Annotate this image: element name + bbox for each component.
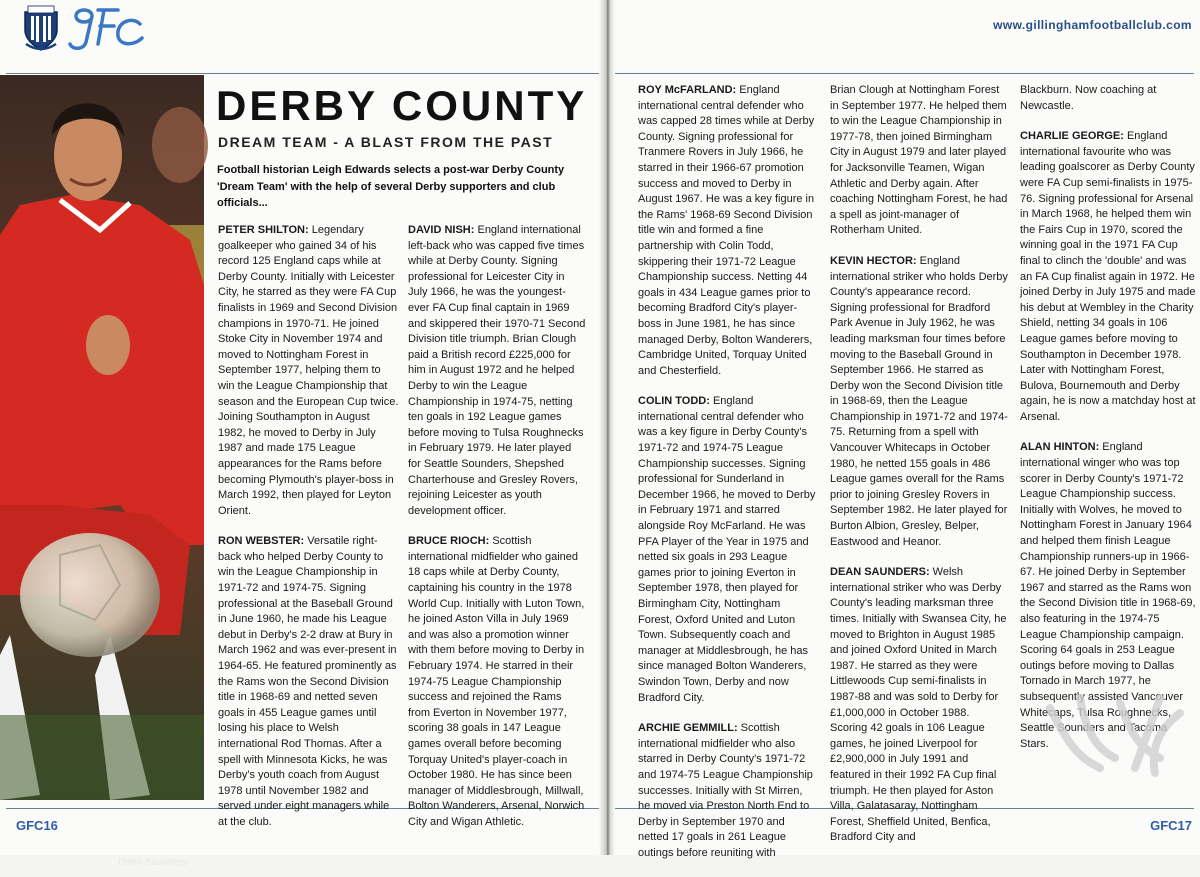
player-bio-text: England international favourite who was leading goalscorer as Derby County were FA Cup semi-finalists in 1975-76. Signing professional for Arsenal in March 1968, he helped them win the Fairs Cup in 1970, scored the winning goal in the 1971 FA Cup final to clinch the 'double' and was an FA Cup finalist again in 1972. He joined Derby in July 1975 and made his debut at Wembley in the Charity Shield, netting 34 goals in 106 League games before moving to Southampton in December 1978. Later with Nottingham Forest, Bulova, Bournemouth and Derby again, he is now a matchday host at Arsenal. xyxy=(1020,130,1196,423)
page-spine xyxy=(599,0,615,855)
player-name: CHARLIE GEORGE: xyxy=(1020,130,1124,143)
article-column-4 xyxy=(830,83,1008,861)
article-subtitle: DREAM TEAM - A BLAST FROM THE PAST xyxy=(218,134,554,150)
page-number-left: GFC16 xyxy=(16,818,58,833)
player-name: ARCHIE GEMMILL: xyxy=(638,722,738,735)
player-name: RON WEBSTER: xyxy=(218,535,305,548)
gfc-logo-icon xyxy=(68,6,144,52)
player-name: DEAN SAUNDERS: xyxy=(830,566,930,579)
player-profile-paragraph xyxy=(830,254,1008,550)
player-name: KEVIN HECTOR: xyxy=(830,254,917,267)
player-profile-paragraph xyxy=(830,565,1008,846)
player-name: PETER SHILTON: xyxy=(218,224,309,236)
header-rule-left xyxy=(6,73,599,74)
player-bio-text: England international central defender who was capped 28 times while at Derby County. Signing professional for Tranmere Rovers in July 1966, he starred in their 1966-67 promotion success and moved to Derby in August 1967. He was a key figure in the Rams' 1968-69 Second Division title win and formed a fine partnership with Colin Todd, skippering their 1971-72 League Championship success. Netting 44 goals in 434 League games prior to becoming Bradford City's player-boss in June 1981, he has since managed Derby, Bolton Wanderers, Cambridge United, Torquay United and Chesterfield. xyxy=(638,84,815,377)
player-photo-image xyxy=(0,75,204,800)
gfc-watermark-icon xyxy=(1040,688,1190,778)
player-profile-paragraph xyxy=(218,534,400,830)
player-profile-paragraph xyxy=(218,223,400,519)
player-bio-text: England international left-back who was capped five times while at Derby County. Signing professional for Leicester City in July 1966, he was the youngest-ever FA Cup final captain in 1969 and skippered their 1970-71 Second Division title triumph. Brian Clough paid a British record £225,000 for him in August 1972 and he helped Derby to win the League Championship in 1974-75, netting ten goals in 192 League games before moving to Tulsa Roughnecks in February 1979. He later played for Seattle Sounders, Shepshed Charterhouse and Gresley Rovers, rejoining Leicester as youth development officer. xyxy=(408,224,586,517)
player-bio-text: Scottish international midfielder who also starred in Derby County's 1971-72 and 1974-75 League Championship successes. Initially with St Mirren, he moved via Preston North End to Derby in September 1970 and netted 17 goals in 261 League outings before reuniting with xyxy=(638,722,813,859)
player-bio-text: England international winger who was top scorer in Derby County's 1971-72 League Championship success. Initially with Wolves, he moved to Nottingham Forest in January 1964 and helped them finish League Championship runners-up in 1966-67. He joined Derby in September 1967 and starred as the Rams won the Second Division title in 1968-69, also featuring in the 1974-75 League Championship campaign. Scoring 64 goals in 253 League outings before moving to Dallas Tornado in March 1977, he subsequently assisted Vancouver Whitecaps, Tulsa Roughnecks, Seattle Sounders and Tacoma Stars. xyxy=(1020,441,1196,750)
article-intro: Football historian Leigh Edwards selects a post-war Derby County 'Dream Team' with the help of several Derby supporters and club officials... xyxy=(217,164,565,209)
article-column-1 xyxy=(218,223,400,846)
website-url: www.gillinghamfootballclub.com xyxy=(993,18,1192,32)
article-column-3 xyxy=(638,83,816,877)
player-profile-paragraph xyxy=(408,534,586,830)
header-rule-right xyxy=(615,73,1194,74)
article-column-5 xyxy=(1020,83,1198,767)
player-name: ROY McFARLAND: xyxy=(638,84,737,96)
player-profile-paragraph xyxy=(1020,83,1198,114)
player-name: ALAN HINTON: xyxy=(1020,441,1100,454)
player-profile-paragraph xyxy=(830,83,1008,239)
club-crest-icon xyxy=(22,4,60,52)
player-profile-paragraph xyxy=(638,83,816,379)
player-bio-text: Scottish international midfielder who gained 18 caps while at Derby County, captaining his country in the 1978 World Cup. Initially with Luton Town, he joined Aston Villa in July 1969 and was also a promotion winner with them before moving to Derby in February 1974. He starred in their 1974-75 League Championship success and rejoined the Rams from Everton in November 1977, scoring 38 goals in 147 League games overall before becoming Torquay United's player-coach in October 1980. He has since been manager of Middlesbrough, Millwall, Bolton Wanderers, Arsenal, Norwich City and Wigan Athletic. xyxy=(408,535,585,828)
player-name: COLIN TODD: xyxy=(638,395,710,408)
player-profile-paragraph xyxy=(1020,129,1198,425)
player-profile-paragraph xyxy=(638,394,816,706)
player-profile-paragraph xyxy=(408,223,586,519)
article-column-2 xyxy=(408,223,586,846)
player-bio-text: Versatile right-back who helped Derby County to win the League Championship in 1971-72 and 1974-75. Signing professional at the Baseball Ground in June 1960, he made his League debut in Derby's 2-2 draw at Bury in March 1962 and was ever-present in 1964-65. He featured prominently as the Rams won the Second Division title in 1968-69 and netted seven goals in 455 League games until losing his place to Welsh international Rod Thomas. After a spell with Minnesota Kicks, he was Derby's youth coach from August 1978 until November 1982 and served under eight managers while at the club. xyxy=(218,535,397,828)
player-name: DAVID NISH: xyxy=(408,224,475,236)
player-bio-text: Brian Clough at Nottingham Forest in September 1977. He helped them to win the League Championship in 1977-78, then joined Birmingham City in August 1979 and later played for Jacksonville Teamen, Wigan Athletic and Derby again. After coaching Nottingham Forest, he had a spell as joint-manager of Rotherham United. xyxy=(830,84,1008,237)
player-name: BRUCE RIOCH: xyxy=(408,535,490,548)
photo-caption: Dean Saunders xyxy=(118,857,188,868)
player-bio-text: Welsh international striker who was Derby County's leading marksman three times. Initially with Swansea City, he moved to Brighton in August 1985 and joined Oxford United in March 1987. He starred as they were Littlewoods Cup semi-finalists in 1987-88 and was sold to Derby for £1,000,000 in October 1988. Scoring 42 goals in 106 League games, he joined Liverpool for £2,900,000 in July 1991 and featured in their 1992 FA Cup final triumph. He then played for Aston Villa, Galatasaray, Nottingham Forest, Sheffield United, Benfica, Bradford City and xyxy=(830,566,1007,844)
player-bio-text: England international striker who holds Derby County's appearance record. Signing professional for Bradford Park Avenue in July 1962, he was leading marksman four times before moving to the Baseball Ground in September 1966. He starred as Derby won the Second Division title in 1968-69, then the League Championship in 1971-72 and 1974-75. Returning from a spell with Vancouver Whitecaps in October 1980, he netted 155 goals in 486 League games overall for the Rams prior to joining Gresley Rovers in September 1982. He later played for Burton Albion, Gresley, Belper, Eastwood and Heanor. xyxy=(830,254,1008,548)
player-bio-text: Blackburn. Now coaching at Newcastle. xyxy=(1020,84,1157,112)
player-bio-text: England international central defender who was a key figure in Derby County's 1971-72 and 1974-75 League Championship successes. Signing professional for Sunderland in December 1966, he moved to Derby in February 1971 and starred alongside Roy McFarland. He was PFA Player of the Year in 1975 and netted six goals in 293 League games prior to joining Everton in September 1978, then played for Birmingham City, Nottingham Forest, Oxford United and Luton Town. Subsequently coach and manager at Middlesbrough, he has since managed Bolton Wanderers, Swindon Town, Derby and now Bradford City. xyxy=(638,395,816,704)
player-bio-text: Legendary goalkeeper who gained 34 of his record 125 England caps while at Derby County. Initially with Leicester City, he starred as they were FA Cup finalists in 1969 and Second Division champions in 1970-71. He joined Stoke City in November 1974 and moved to Nottingham Forest in September 1977, helping them to win the League Championship that season and the European Cup twice. Joining Southampton in August 1982, he moved to Derby in July 1987 and made 175 League appearances for the Rams before becoming Plymouth's player-boss in March 1992, then played for Leyton Orient. xyxy=(218,224,399,517)
player-profile-paragraph xyxy=(638,721,816,861)
article-title: DERBY COUNTY xyxy=(216,82,588,129)
page-number-right: GFC17 xyxy=(1150,818,1192,833)
